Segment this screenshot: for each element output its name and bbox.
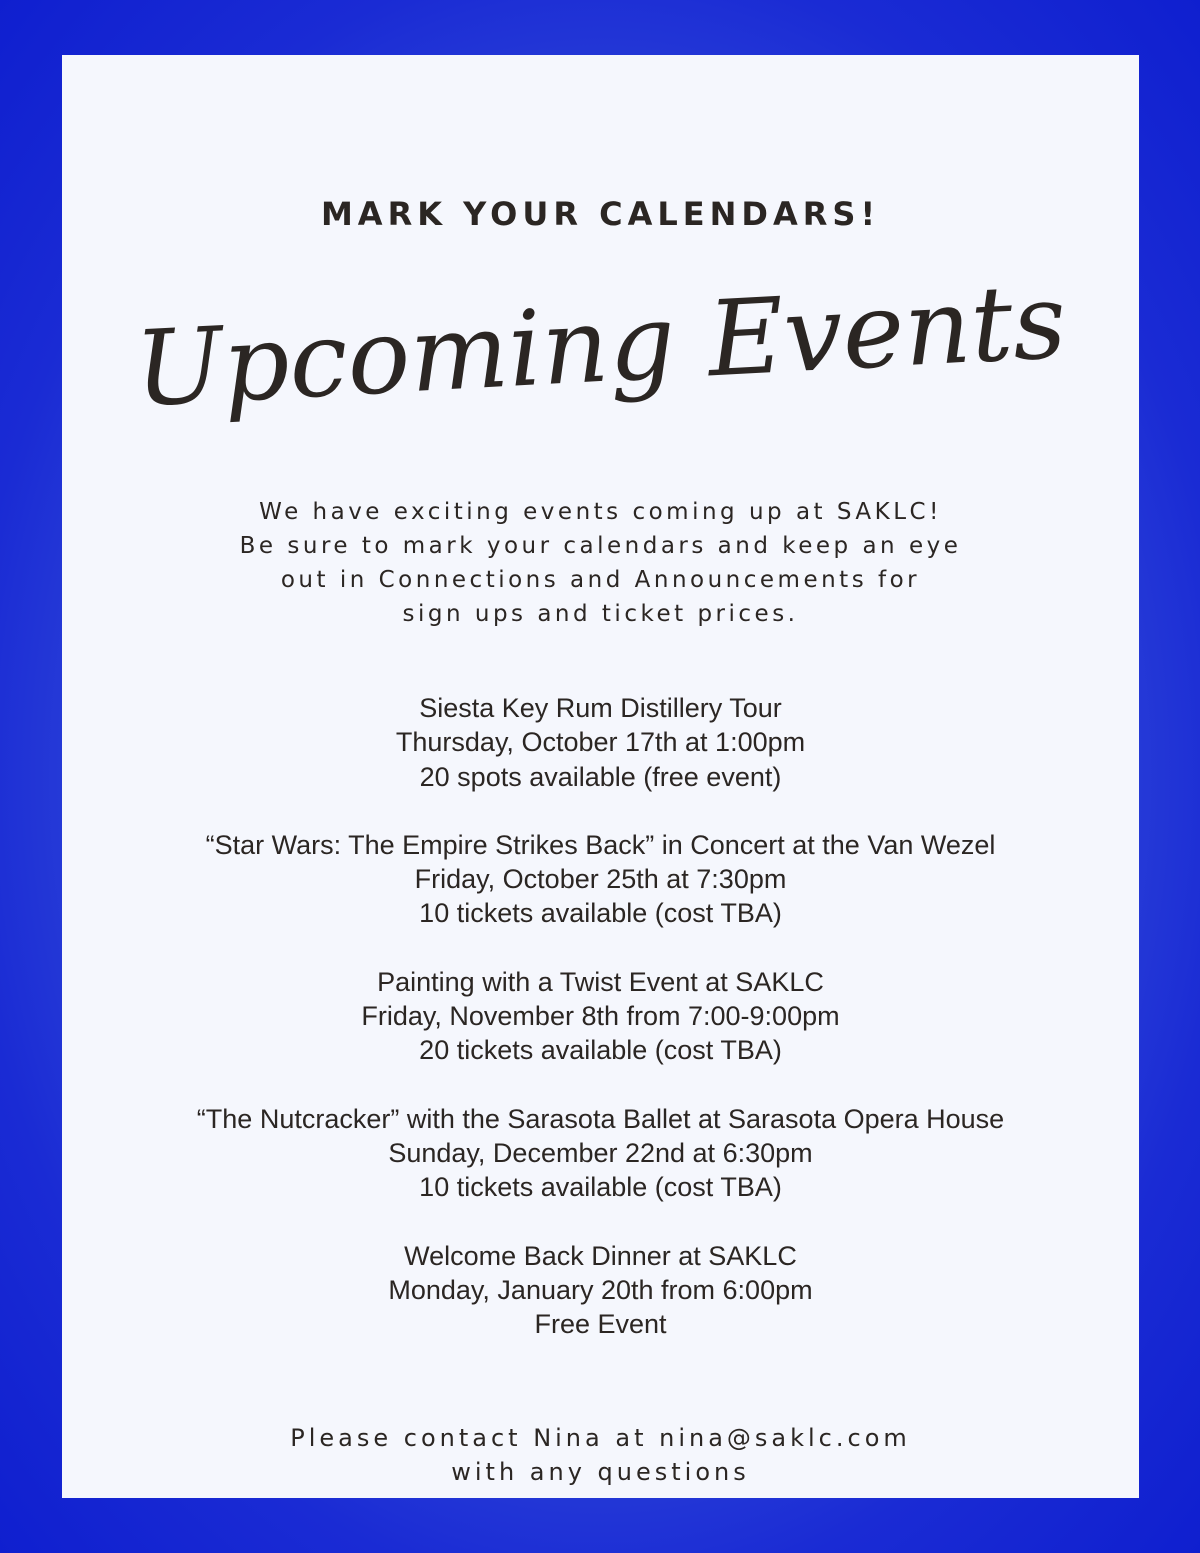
intro-line: We have exciting events coming up at SAKLC!	[259, 499, 942, 525]
event-name: Siesta Key Rum Distillery Tour	[419, 693, 782, 723]
event-list	[62, 691, 1139, 1375]
intro-line: Be sure to mark your calendars and keep an eye	[239, 533, 962, 559]
event-availability: 10 tickets available (cost TBA)	[419, 898, 782, 929]
event-availability: 20 tickets available (cost TBA)	[419, 1035, 782, 1066]
contact-line: with any questions	[451, 1458, 750, 1486]
page-title: Upcoming Events	[131, 259, 1070, 431]
event-availability: 10 tickets available (cost TBA)	[419, 1172, 782, 1203]
flyer-card	[62, 55, 1139, 1498]
event-name: “Star Wars: The Empire Strikes Back” in Concert at the Van Wezel	[205, 829, 996, 860]
event-availability: 20 spots available (free event)	[419, 761, 782, 792]
event-name: Painting with a Twist Event at SAKLC	[377, 966, 824, 997]
event-when: Thursday, October 17th at 1:00pm	[395, 727, 806, 758]
intro-line: out in Connections and Announcements for	[280, 567, 921, 593]
intro-paragraph	[62, 495, 1139, 631]
intro-line: sign ups and ticket prices.	[402, 601, 799, 627]
event-when: Sunday, December 22nd at 6:30pm	[388, 1137, 813, 1168]
event-name: “The Nutcracker” with the Sarasota Ballet at Sarasota Opera House	[196, 1103, 1005, 1134]
event-item	[62, 965, 1139, 1068]
event-item	[62, 691, 1139, 794]
event-when: Friday, October 25th at 7:30pm	[414, 864, 787, 895]
kicker-heading: MARK YOUR CALENDARS!	[320, 195, 881, 233]
contact-note	[62, 1421, 1139, 1489]
contact-line: Please contact Nina at nina@saklc.com	[290, 1424, 911, 1452]
event-item	[62, 1239, 1139, 1342]
event-when: Monday, January 20th from 6:00pm	[388, 1274, 813, 1305]
event-availability: Free Event	[534, 1309, 667, 1340]
event-item	[62, 828, 1139, 931]
event-name: Welcome Back Dinner at SAKLC	[404, 1240, 797, 1271]
event-when: Friday, November 8th from 7:00-9:00pm	[361, 1001, 840, 1032]
event-item	[62, 1102, 1139, 1205]
